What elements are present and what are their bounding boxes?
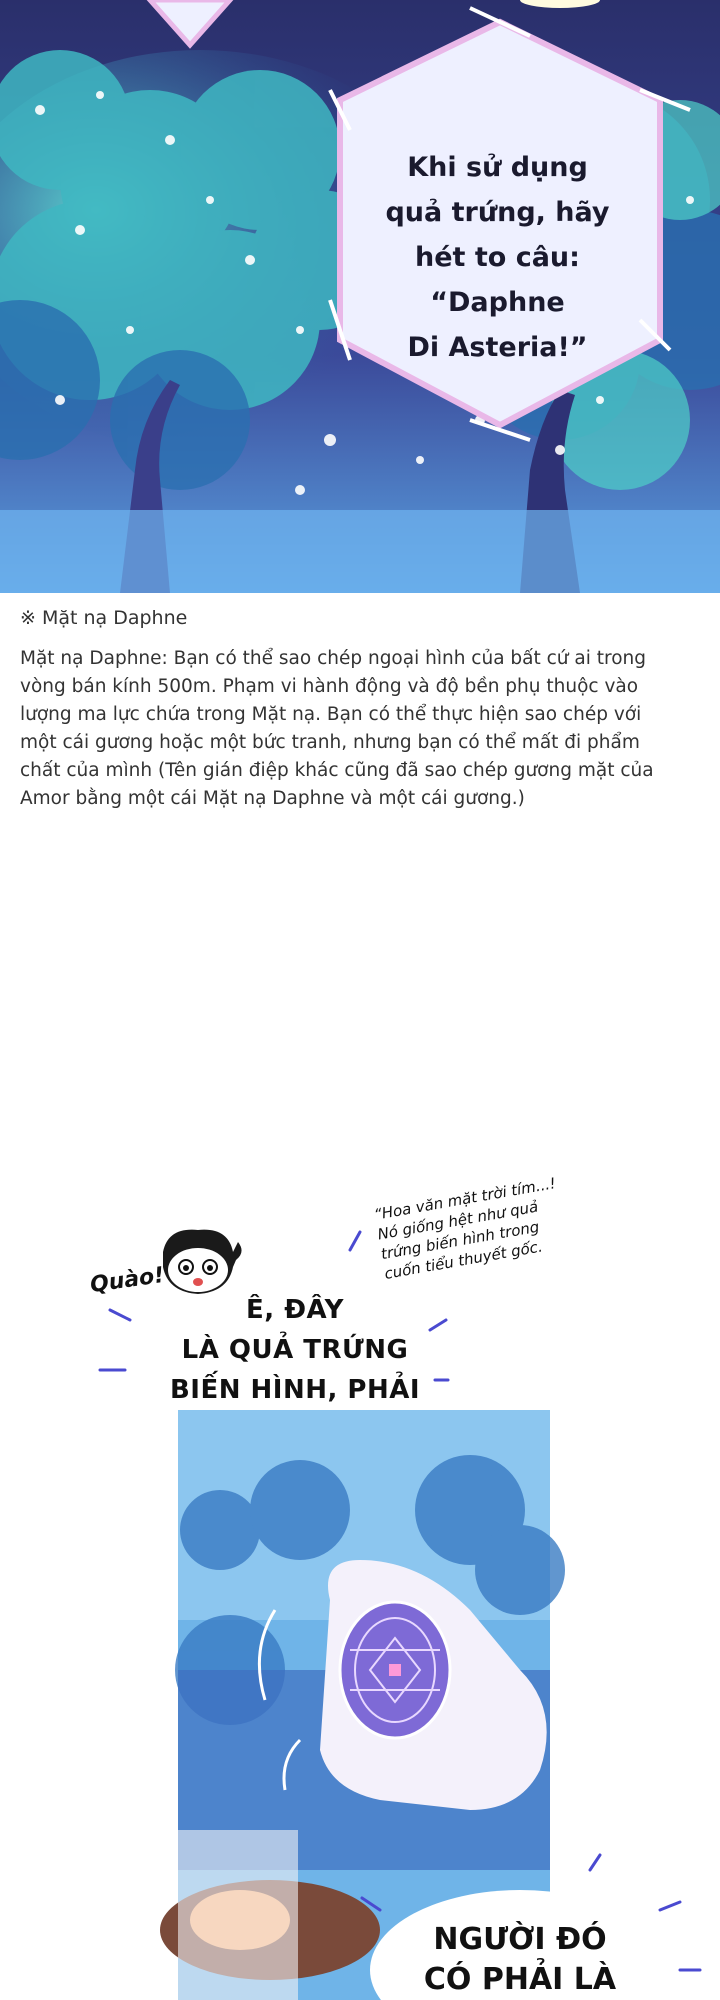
note-body: Mặt nạ Daphne: Bạn có thể sao chép ngoại hình của bất cứ ai trong vòng bán kính 500m. Phạm vi hành động và độ bền phụ thuộc vào lượng ma lực chứa trong Mặt nạ. Bạn có thể thực hiện sao chép với một cái gương hoặc một bức tranh, nhưng bạn có thể mất đi phẩm chất của mình (Tên gián điệp khác cũng đã sao chép gương mặt của Amor bằng một cái Mặt nạ Daphne và một cái gương.) [20,648,654,809]
note-title: ※ Mặt nạ Daphne [20,607,188,629]
hex-caption [355,145,640,370]
inner-thought-note: “Hoa văn mặt trời tím...! Nó giống hệt như quả trứng biến hình trong cuốn tiểu thuyết gốc. [372,1174,558,1283]
bottom-speech-line: NGƯỜI ĐÓ [433,1922,607,1957]
egg-panel [0,1410,720,2000]
egg-illustration [0,1410,720,2000]
bottom-speech-text [420,1920,620,2000]
hex-caption-line: Khi sử dụng [407,152,588,183]
hex-caption-line: Di Asteria!” [407,332,588,363]
wow-exclamation: Quào! [88,1262,166,1299]
hex-caption-line: quả trứng, hãy [385,197,610,228]
hex-caption-line: hét to câu: “Daphne [415,242,580,318]
speech-line: Ê, ĐÂY [246,1295,344,1325]
bottom-speech-line: CÓ PHẢI LÀ [423,1962,617,1997]
speech-line: LÀ QUẢ TRỨNG [181,1335,409,1365]
speech-line: BIẾN HÌNH, PHẢI [169,1375,421,1405]
translator-note [0,593,720,893]
